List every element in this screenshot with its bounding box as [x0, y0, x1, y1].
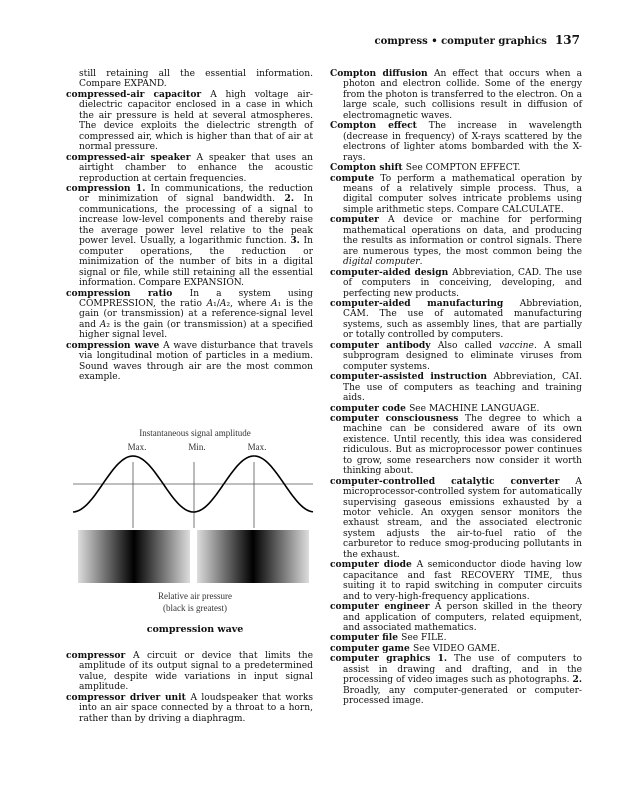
entry-definition: A wave disturbance that travels via longitudinal motion of particles in a medium. Sound waves through air are the most common example. [79, 340, 313, 383]
dictionary-entry [66, 184, 313, 289]
entry-definition: A speaker that uses an airtight chamber to enhance the acoustic reproduction at certain frequencies. [79, 152, 313, 184]
entry-term: computer-aided design [330, 266, 453, 278]
entry-term: Compton shift [330, 162, 406, 174]
entry-term: computer-controlled catalytic converter [330, 475, 576, 487]
entry-definition: vaccine [499, 340, 534, 351]
entry-definition: 1. [135, 182, 146, 194]
entry-term: computer-assisted instruction [330, 371, 494, 383]
entry-definition: The degree to which a machine can be considered aware of its own existence. Until recently, this idea was considered ridiculous. But as microprocessor power continues to grow, some researchers now consider it worth thinking about. [343, 413, 582, 477]
dictionary-entry [330, 602, 582, 633]
label-min: Min. [188, 442, 206, 452]
entry-definition: Abbreviation, CAD. The use of computers in conceiving, developing, and perfecting new products. [343, 267, 582, 299]
entry-term: computer code [330, 402, 410, 414]
entry-term: computer diode [330, 559, 417, 571]
entry-term: computer game [330, 642, 413, 654]
caption-line1: Relative air pressure [158, 591, 232, 601]
left-column-bottom [66, 651, 313, 724]
dictionary-entry [330, 69, 582, 121]
dictionary-entry [66, 153, 313, 184]
entry-definition: See FILE. [401, 633, 447, 644]
entry-definition: digital computer [343, 257, 420, 268]
entry-term: compression ratio [66, 287, 190, 299]
dictionary-entry [66, 69, 313, 90]
entry-definition: See COMPTON EFFECT. [405, 163, 521, 174]
pressure-bar-2 [197, 530, 309, 583]
entry-definition: 2. [572, 674, 582, 686]
entry-definition: ₂ is the gain (or transmission) at a specified higher signal level. [79, 319, 313, 341]
right-column [330, 69, 582, 707]
entry-definition: 2. [284, 193, 295, 205]
entry-definition: In communications, the processing of a signal to increase low-level components and thereby raise the average power level relative to the peak power level. Usually, a logarithmic function. [79, 194, 313, 247]
entry-definition: 3. [290, 235, 300, 247]
entry-definition: Abbreviation, CAM. The use of automated manufacturing systems, such as assembly lines, that are partially or totally controlled by computers. [343, 298, 582, 341]
dictionary-entry [330, 268, 582, 299]
entry-definition: . [419, 257, 423, 268]
entry-definition: Broadly, any computer-generated or computer-processed image. [343, 685, 582, 707]
entry-definition: A [206, 298, 214, 309]
entry-definition: The use of computers to assist in drawing and drafting, and in the processing of video images such as photographs. [343, 654, 582, 686]
entry-definition: A circuit or device that limits the amplitude of its output signal to a predetermined value, despite wide variations in input signal amplitude. [79, 651, 314, 693]
entry-definition: . A small subprogram designed to eliminate viruses from computer systems. [343, 340, 582, 372]
dictionary-entry [330, 414, 582, 477]
dictionary-entry [330, 341, 582, 372]
entry-term: compressor [66, 650, 134, 661]
label-max-1: Max. [127, 442, 147, 452]
header-title: compress • computer graphics [374, 36, 547, 47]
entry-term: computer-aided manufacturing [330, 297, 520, 309]
entry-definition: See VIDEO GAME. [412, 643, 500, 654]
left-column-top [66, 69, 313, 383]
pressure-bar-1 [78, 530, 190, 583]
dictionary-entry [330, 215, 582, 267]
entry-term: computer graphics [330, 653, 438, 665]
dictionary-entry [330, 372, 582, 403]
compression-wave-figure [70, 428, 320, 643]
entry-definition: A person skilled in the theory and application of computers, related equipment, and associated mathematics. [343, 602, 582, 634]
page-number: 137 [554, 33, 580, 47]
dictionary-entry [330, 477, 582, 561]
entry-term: compressed-air speaker [66, 151, 197, 163]
entry-definition: A [219, 298, 227, 309]
dictionary-entry [66, 693, 313, 724]
entry-definition: A microprocessor-controlled system for automatically supervising gaseous emissions exhausted by a motor vehicle. An oxygen sensor monitors the exhaust stream, and the associated electronic system adjusts the air-to-fuel ratio of the carburetor to reduce smog-producing pollutants in the exhaust. [343, 476, 582, 560]
entry-definition: ₂, where [226, 298, 272, 309]
dictionary-entry [330, 121, 582, 163]
dictionary-entry [66, 341, 313, 383]
entry-definition: 1. [437, 653, 448, 665]
entry-definition: A device or machine for performing mathematical operations on data, and producing the results as information or control signals. There are numerous types, the most common being the [343, 215, 583, 257]
entry-definition: still retaining all the essential information. Compare EXPAND. [79, 69, 313, 90]
dictionary-entry [330, 560, 582, 602]
dictionary-entry [330, 654, 582, 706]
label-max-2: Max. [247, 442, 267, 452]
entry-definition: An effect that occurs when a photon and electron collide. Some of the energy from the photon is transferred to the electron. On a large scale, such collisions result in diffusion of electromagnetic waves. [343, 69, 582, 121]
entry-term: computer consciousness [330, 412, 466, 424]
dictionary-entry [66, 651, 313, 693]
entry-term: compute [330, 172, 381, 184]
entry-definition: ₁ is the gain (or transmission) at a reference-signal level and [79, 298, 313, 330]
dictionary-entry [330, 299, 582, 341]
entry-definition: A semiconductor diode having low capacitance and fast RECOVERY TIME, thus suiting it to rapid switching in computer circuits and to very-high-frequency applications. [343, 560, 582, 602]
entry-definition: In a system using COMPRESSION, the ratio [79, 288, 313, 309]
entry-definition: Abbreviation, CAI. The use of computers as teaching and training aids. [343, 372, 582, 404]
entry-term: Compton effect [330, 120, 429, 132]
figure-title: Instantaneous signal amplitude [139, 428, 251, 438]
caption-line2: (black is greatest) [163, 603, 227, 613]
entry-term: compression [66, 182, 136, 194]
entry-term: compressor driver unit [66, 691, 191, 703]
entry-definition: The increase in wavelength (decrease in frequency) of X-rays scattered by the electrons of lighter atoms bombarded with the X-rays. [343, 121, 582, 163]
entry-term: computer file [330, 632, 402, 644]
figure-name: compression wave [146, 624, 244, 635]
entry-definition: Also called [437, 340, 500, 351]
entry-definition: In computer operations, the reduction or minimization of the number of bits in a digital signal or file, while still retaining all the essential information. Compare EXPANSION. [79, 236, 314, 289]
entry-definition: A [99, 319, 107, 330]
entry-definition: See MACHINE LANGUAGE. [409, 403, 540, 414]
entry-term: compressed-air capacitor [66, 88, 211, 100]
dictionary-entry [66, 90, 313, 153]
dictionary-entry [66, 289, 313, 341]
entry-term: Compton diffusion [330, 68, 434, 79]
entry-definition: In communications, the reduction or minimization of signal bandwidth. [79, 183, 313, 205]
entry-definition: A high voltage air-dielectric capacitor enclosed in a case in which the air pressure is held at several atmospheres. The device exploits the dielectric strength of compressed air, which is higher than that of air at normal pressure. [79, 89, 313, 153]
dictionary-entry [330, 174, 582, 216]
entry-definition: To perform a mathematical operation by means of a relatively simple process. Thus, a digital computer solves intricate problems using simple arithmetic steps. Compare CALCULATE. [343, 173, 582, 215]
entry-term: computer [330, 214, 388, 226]
running-header [375, 33, 581, 47]
entry-definition: A loudspeaker that works into an air space connected by a throat to a horn, rather than by driving a diaphragm. [79, 692, 313, 724]
entry-definition: ₁/ [213, 298, 220, 309]
entry-term: computer antibody [330, 339, 438, 351]
entry-term: compression wave [66, 339, 164, 351]
entry-term: computer engineer [330, 601, 435, 613]
entry-definition: A [271, 298, 278, 309]
